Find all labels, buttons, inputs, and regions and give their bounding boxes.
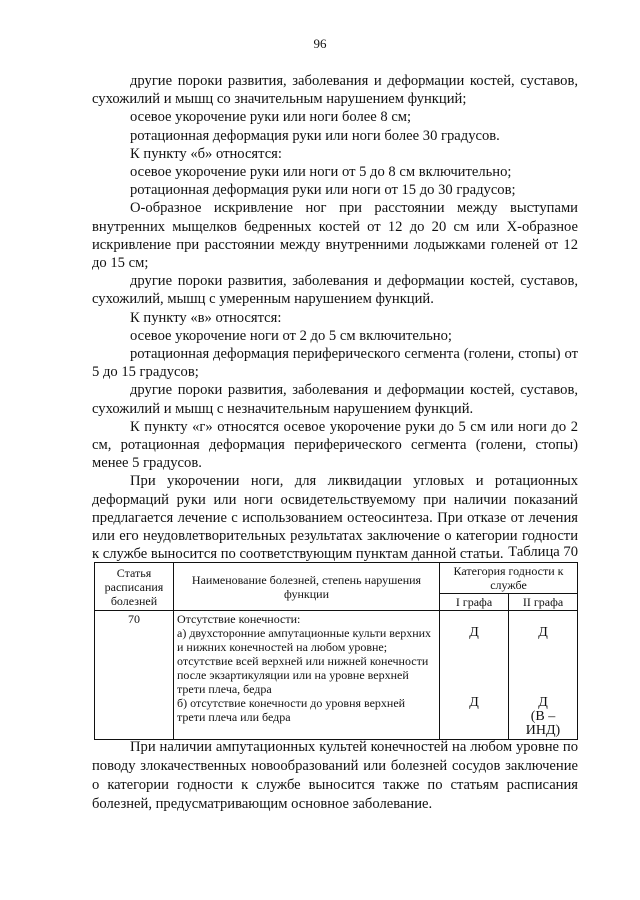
disease-description [174,611,440,740]
graph-1-values [440,611,509,740]
row-title: Отсутствие конечности: [177,612,301,626]
item-a-graph-2: Д [538,625,548,640]
paragraph: О-образное искривление ног при расстоянии между выступами внутренних мыщелков бедренных костей от 12 до 20 см или Х-образное искривление при расстоянии между внутренними лодыжками голеней от 12 до 15 см; [92,200,578,272]
header-article: Статья расписания болезней [95,563,174,611]
header-graph-2: II графа [509,594,578,611]
paragraph: ротационная деформация руки или ноги от 15 до 30 градусов; [130,182,516,199]
item-b-graph-2-note: (В – ИНД) [525,709,561,738]
item-b-graph-1: Д [469,695,479,710]
table-caption: Таблица 70 [508,544,578,560]
item-b: б) отсутствие конечности до уровня верхней трети плеча или бедра [177,696,406,724]
paragraph: При укорочении ноги, для ликвидации угловых и ротационных деформаций руки или ноги освидетельствуемому при наличии показаний предлагается лечение с использованием остеосинтеза. При отказе от лечения или его неудовлетворительных результатах заключение о категории годности к службе выносится по соответствующим пунктам данной статьи. [92,473,578,563]
table-header-row [95,563,578,594]
paragraph: другие пороки развития, заболевания и деформации костей, суставов, сухожилий и мышц со значительным нарушением функций; [92,73,578,108]
paragraph: К пункту «в» относятся: [130,309,282,326]
paragraph: осевое укорочение руки или ноги более 8 см; [130,109,412,126]
item-a: а) двухсторонние ампутационные культи верхних и нижних конечностей на любом уровне; отсутствие всей верхней или нижней конечности после экзартикуляции или на уровне верхней трети плеча, бедра [177,626,432,696]
paragraph: осевое укорочение руки или ноги от 5 до 8 см включительно; [130,164,512,181]
paragraph: К пункту «г» относятся осевое укорочение руки до 5 см или ноги до 2 см, ротационная деформация периферического сегмента (голени, стопы) менее 5 градусов. [92,418,578,472]
closing-paragraph: При наличии ампутационных культей конечностей на любом уровне по поводу злокачественных новообразований или болезней сосудов заключение о категории годности к службе выносится также по статьям расписания болезней, предусматривающим основное заболевание. [92,739,578,812]
paragraph: ротационная деформация руки или ноги более 30 градусов. [130,127,500,144]
header-disease-name: Наименование болезней, степень нарушения функции [174,563,440,611]
table-row [95,611,578,740]
paragraph: другие пороки развития, заболевания и деформации костей, суставов, сухожилий, мышц с умеренным нарушением функций. [92,273,578,308]
article-number: 70 [95,611,174,740]
page-number: 96 [313,36,327,51]
graph-2-values [509,611,578,740]
paragraph: другие пороки развития, заболевания и деформации костей, суставов, сухожилий и мышц с незначительным нарушением функций. [92,382,578,417]
header-category: Категория годности к службе [440,563,578,594]
paragraph: К пункту «б» относятся: [130,145,282,162]
item-a-graph-1: Д [469,625,479,640]
item-b-graph-2: Д [538,695,548,710]
article-body [92,72,578,563]
closing-section [92,738,578,814]
category-table [94,562,578,740]
paragraph: ротационная деформация периферического сегмента (голени, стопы) от 5 до 15 градусов; [92,346,578,381]
paragraph: осевое укорочение ноги от 2 до 5 см включительно; [130,327,452,344]
header-graph-1: I графа [440,594,509,611]
